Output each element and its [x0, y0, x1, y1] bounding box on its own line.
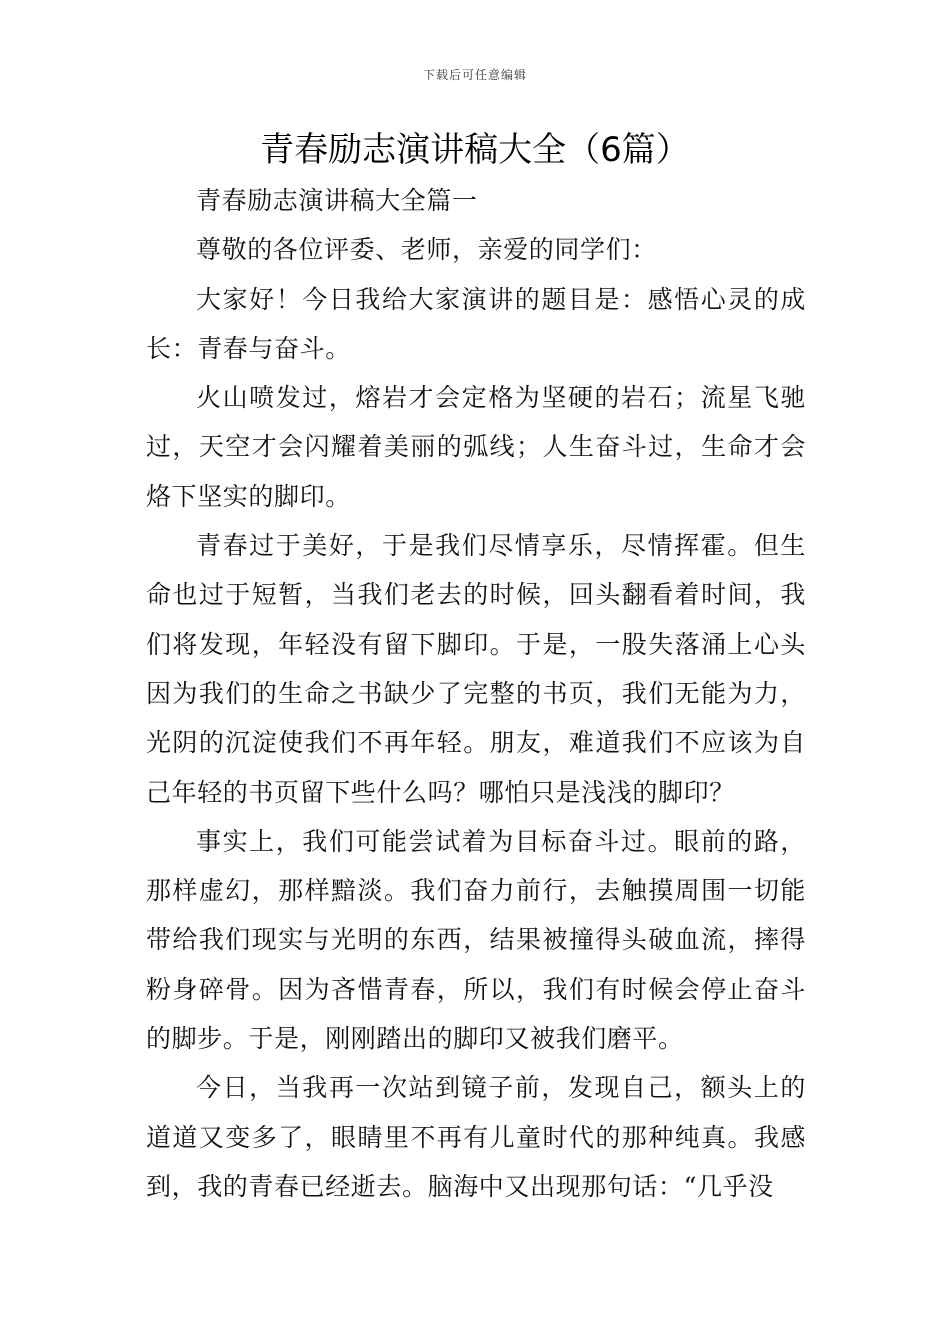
body-paragraph: 青春过于美好，于是我们尽情享乐，尽情挥霍。但生命也过于短暂，当我们老去的时候，回头翻看着时间，我们将发现，年轻没有留下脚印。于是，一股失落涌上心头因为我们的生命之书缺少了完整的书页，我们无能为力，光阴的沉淀使我们不再年轻。朋友，难道我们不应该为自己年轻的书页留下些什么吗？哪怕只是浅浅的脚印？ [146, 531, 806, 807]
header-note: 下载后可任意编辑 [422, 68, 527, 82]
section-heading: 青春励志演讲稿大全篇一 [196, 186, 478, 215]
body-paragraph: 火山喷发过，熔岩才会定格为坚硬的岩石；流星飞驰过，天空才会闪耀着美丽的弧线；人生奋斗过，生命才会烙下坚实的脚印。 [146, 383, 806, 511]
body-paragraph: 事实上，我们可能尝试着为目标奋斗过。眼前的路，那样虚幻，那样黯淡。我们奋力前行，去触摸周围一切能带给我们现实与光明的东西，结果被撞得头破血流，摔得粉身碎骨。因为吝惜青春，所以，我们有时候会停止奋斗的脚步。于是，刚刚踏出的脚印又被我们磨平。 [146, 826, 806, 1054]
salutation: 尊敬的各位评委、老师，亲爱的同学们： [196, 235, 657, 265]
document-body [146, 176, 806, 1211]
body-paragraph: 今日，当我再一次站到镜子前，发现自己，额头上的道道又变多了，眼睛里不再有儿童时代的那种纯真。我感到，我的青春已经逝去。脑海中又出现那句话：“几乎没 [146, 1073, 806, 1201]
body-paragraph: 大家好！今日我给大家演讲的题目是：感悟心灵的成长：青春与奋斗。 [146, 284, 806, 363]
document-title: 青春励志演讲稿大全（6篇） [260, 130, 690, 170]
